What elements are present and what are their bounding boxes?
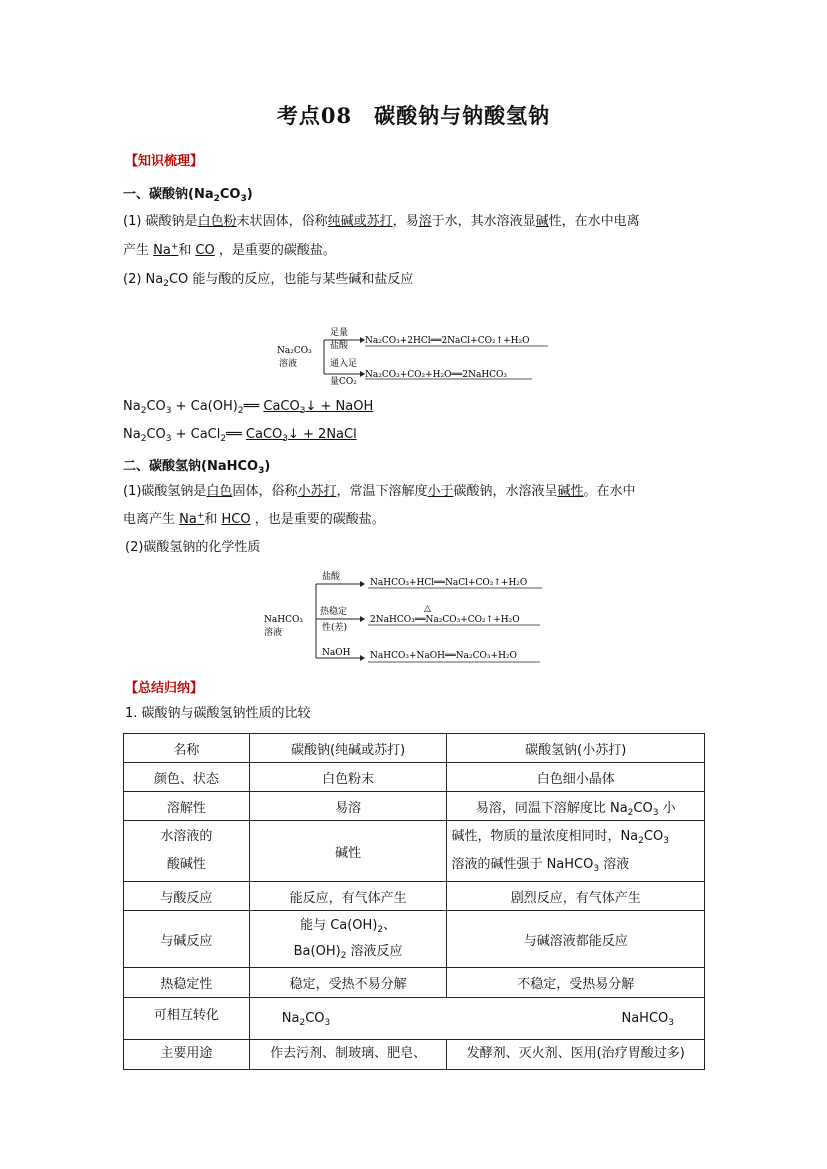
table-cell: 可相互转化 <box>124 998 250 1040</box>
diagram2-label-heat-1: 热稳定 <box>320 607 348 617</box>
table-row <box>124 968 705 998</box>
diagram2-arrowhead-2 <box>360 616 365 622</box>
table-cell: 与碱溶液都能反应 <box>447 911 705 968</box>
diagram2-label-naoh: NaOH <box>322 648 351 658</box>
table-cell: 热稳定性 <box>124 968 250 998</box>
table-cell: 发酵剂、灭火剂、医用(治疗胃酸过多) <box>447 1040 705 1070</box>
diagram2-equation-2: 2NaHCO₃══Na₂CO₃+CO₂↑+H₂O <box>370 615 520 625</box>
table-row <box>124 998 705 1040</box>
diagram2-equation-1: NaHCO₃+HCl══NaCl+CO₂↑+H₂O <box>370 578 528 588</box>
table-cell: 与碱反应 <box>124 911 250 968</box>
diagram1-left-label-1: Na₂CO₃ <box>277 346 312 356</box>
table-cell: $Na_2CO_3$ NaHCO$_3$ <box>249 998 704 1040</box>
comparison-intro: 1. 碳酸钠与碳酸氢钠性质的比较 <box>125 706 311 721</box>
table-cell: 颜色、状态 <box>124 763 250 792</box>
paragraph-sodium-bicarbonate-2: (2)碳酸氢钠的化学性质 <box>125 540 261 555</box>
diagram1-bottom-equation: Na₂CO₃+CO₂+H₂O══2NaHCO₃ <box>365 370 508 380</box>
table-row <box>124 911 705 968</box>
diagram1-bottom-label-1: 通入足 <box>330 359 358 369</box>
table-cell: 与酸反应 <box>124 882 250 911</box>
diagram2-left-label-1: NaHCO₃ <box>264 615 303 625</box>
table-cell: 不稳定，受热易分解 <box>447 968 705 998</box>
table-cell: 白色粉末 <box>249 763 447 792</box>
table-cell: 溶解性 <box>124 792 250 821</box>
diagram2-arrowhead-1 <box>360 581 365 587</box>
paragraph-sodium-bicarbonate-1: (1)碳酸氢钠是白色固体，俗称小苏打，常温下溶解度小于碳酸钠，水溶液呈碱性。在水中 电离产生 Na+和 HCO ，也是重要的碳酸盐。 <box>123 484 636 527</box>
equation-calcium-chloride: $Na_2CO_3$ + CaCl$_2$══ CaCO$_3$↓ + 2NaCl <box>123 427 357 444</box>
comparison-table <box>123 733 705 1070</box>
diagram2-delta: △ <box>424 604 431 614</box>
diagram1-top-equation: Na₂CO₃+2HCl══2NaCl+CO₂↑+H₂O <box>365 336 530 346</box>
table-cell: 碳酸钠(纯碱或苏打) <box>249 734 447 763</box>
diagram2-label-heat-2: 性(差) <box>322 623 348 633</box>
diagram2-equation-3: NaHCO₃+NaOH══Na₂CO₃+H₂O <box>370 651 517 661</box>
section-knowledge-heading: 【知识梳理】 <box>125 154 204 169</box>
table-row <box>124 882 705 911</box>
table-row <box>124 763 705 792</box>
table-row <box>124 792 705 821</box>
sodium-bicarbonate-reaction-diagram <box>258 566 548 670</box>
table-cell: 水溶液的 酸碱性 <box>124 821 250 882</box>
heading-sodium-carbonate: 一、碳酸钠$(Na_2CO_3)$ <box>123 187 253 204</box>
table-cell: 能反应，有气体产生 <box>249 882 447 911</box>
table-cell: 名称 <box>124 734 250 763</box>
diagram1-bottom-label-2: 量CO₂ <box>330 377 357 387</box>
diagram2-left-label-2: 溶液 <box>264 628 283 638</box>
table-cell: 稳定，受热不易分解 <box>249 968 447 998</box>
diagram2-arrowhead-3 <box>360 655 365 661</box>
paragraph-sodium-carbonate-2: (2) $Na_2CO$ 能与酸的反应，也能与某些碱和盐反应 <box>123 272 414 289</box>
diagram1-top-label-1: 足量 <box>330 328 349 338</box>
table-cell: 能与 $Ca(OH)_2$、 $Ba(OH)_2$ 溶液反应 <box>249 911 447 968</box>
table-cell: 碱性 <box>249 821 447 882</box>
table-cell: 碱性，物质的量浓度相同时，$Na_2CO_3$ 溶液的碱性强于 NaHCO$_3$ 溶液 <box>447 821 705 882</box>
section-summary-heading: 【总结归纳】 <box>125 681 204 696</box>
sodium-carbonate-reaction-diagram <box>270 322 560 390</box>
table-cell: 作去污剂、制玻璃、肥皂、 <box>249 1040 447 1070</box>
table-cell: 主要用途 <box>124 1040 250 1070</box>
diagram1-top-label-2: 盐酸 <box>330 341 349 351</box>
equation-calcium-hydroxide: $Na_2CO_3$ + $Ca(OH)_2══$ CaCO$_3$↓ + NaOH <box>123 399 374 416</box>
diagram1-left-label-2: 溶液 <box>279 359 298 369</box>
heading-sodium-bicarbonate: 二、碳酸氢钠(NaHCO$_3$) <box>123 459 271 476</box>
table-cell: 剧烈反应，有气体产生 <box>447 882 705 911</box>
table-cell: 白色细小晶体 <box>447 763 705 792</box>
table-cell: 易溶，同温下溶解度比 $Na_2CO_3$ 小 <box>447 792 705 821</box>
table-cell: 碳酸氢钠(小苏打) <box>447 734 705 763</box>
paragraph-sodium-carbonate-1: (1) 碳酸钠是白色粉末状固体，俗称纯碱或苏打，易溶于水，其水溶液显碱性，在水中电离 产生 Na+和 CO ，是重要的碳酸盐。 <box>123 214 640 258</box>
table-header-row <box>124 734 705 763</box>
diagram2-label-acid: 盐酸 <box>322 572 341 582</box>
table-cell: 易溶 <box>249 792 447 821</box>
table-row <box>124 1040 705 1070</box>
page-title: 考点08 碳酸钠与钠酸氢钠 <box>276 103 551 128</box>
table-row <box>124 821 705 882</box>
